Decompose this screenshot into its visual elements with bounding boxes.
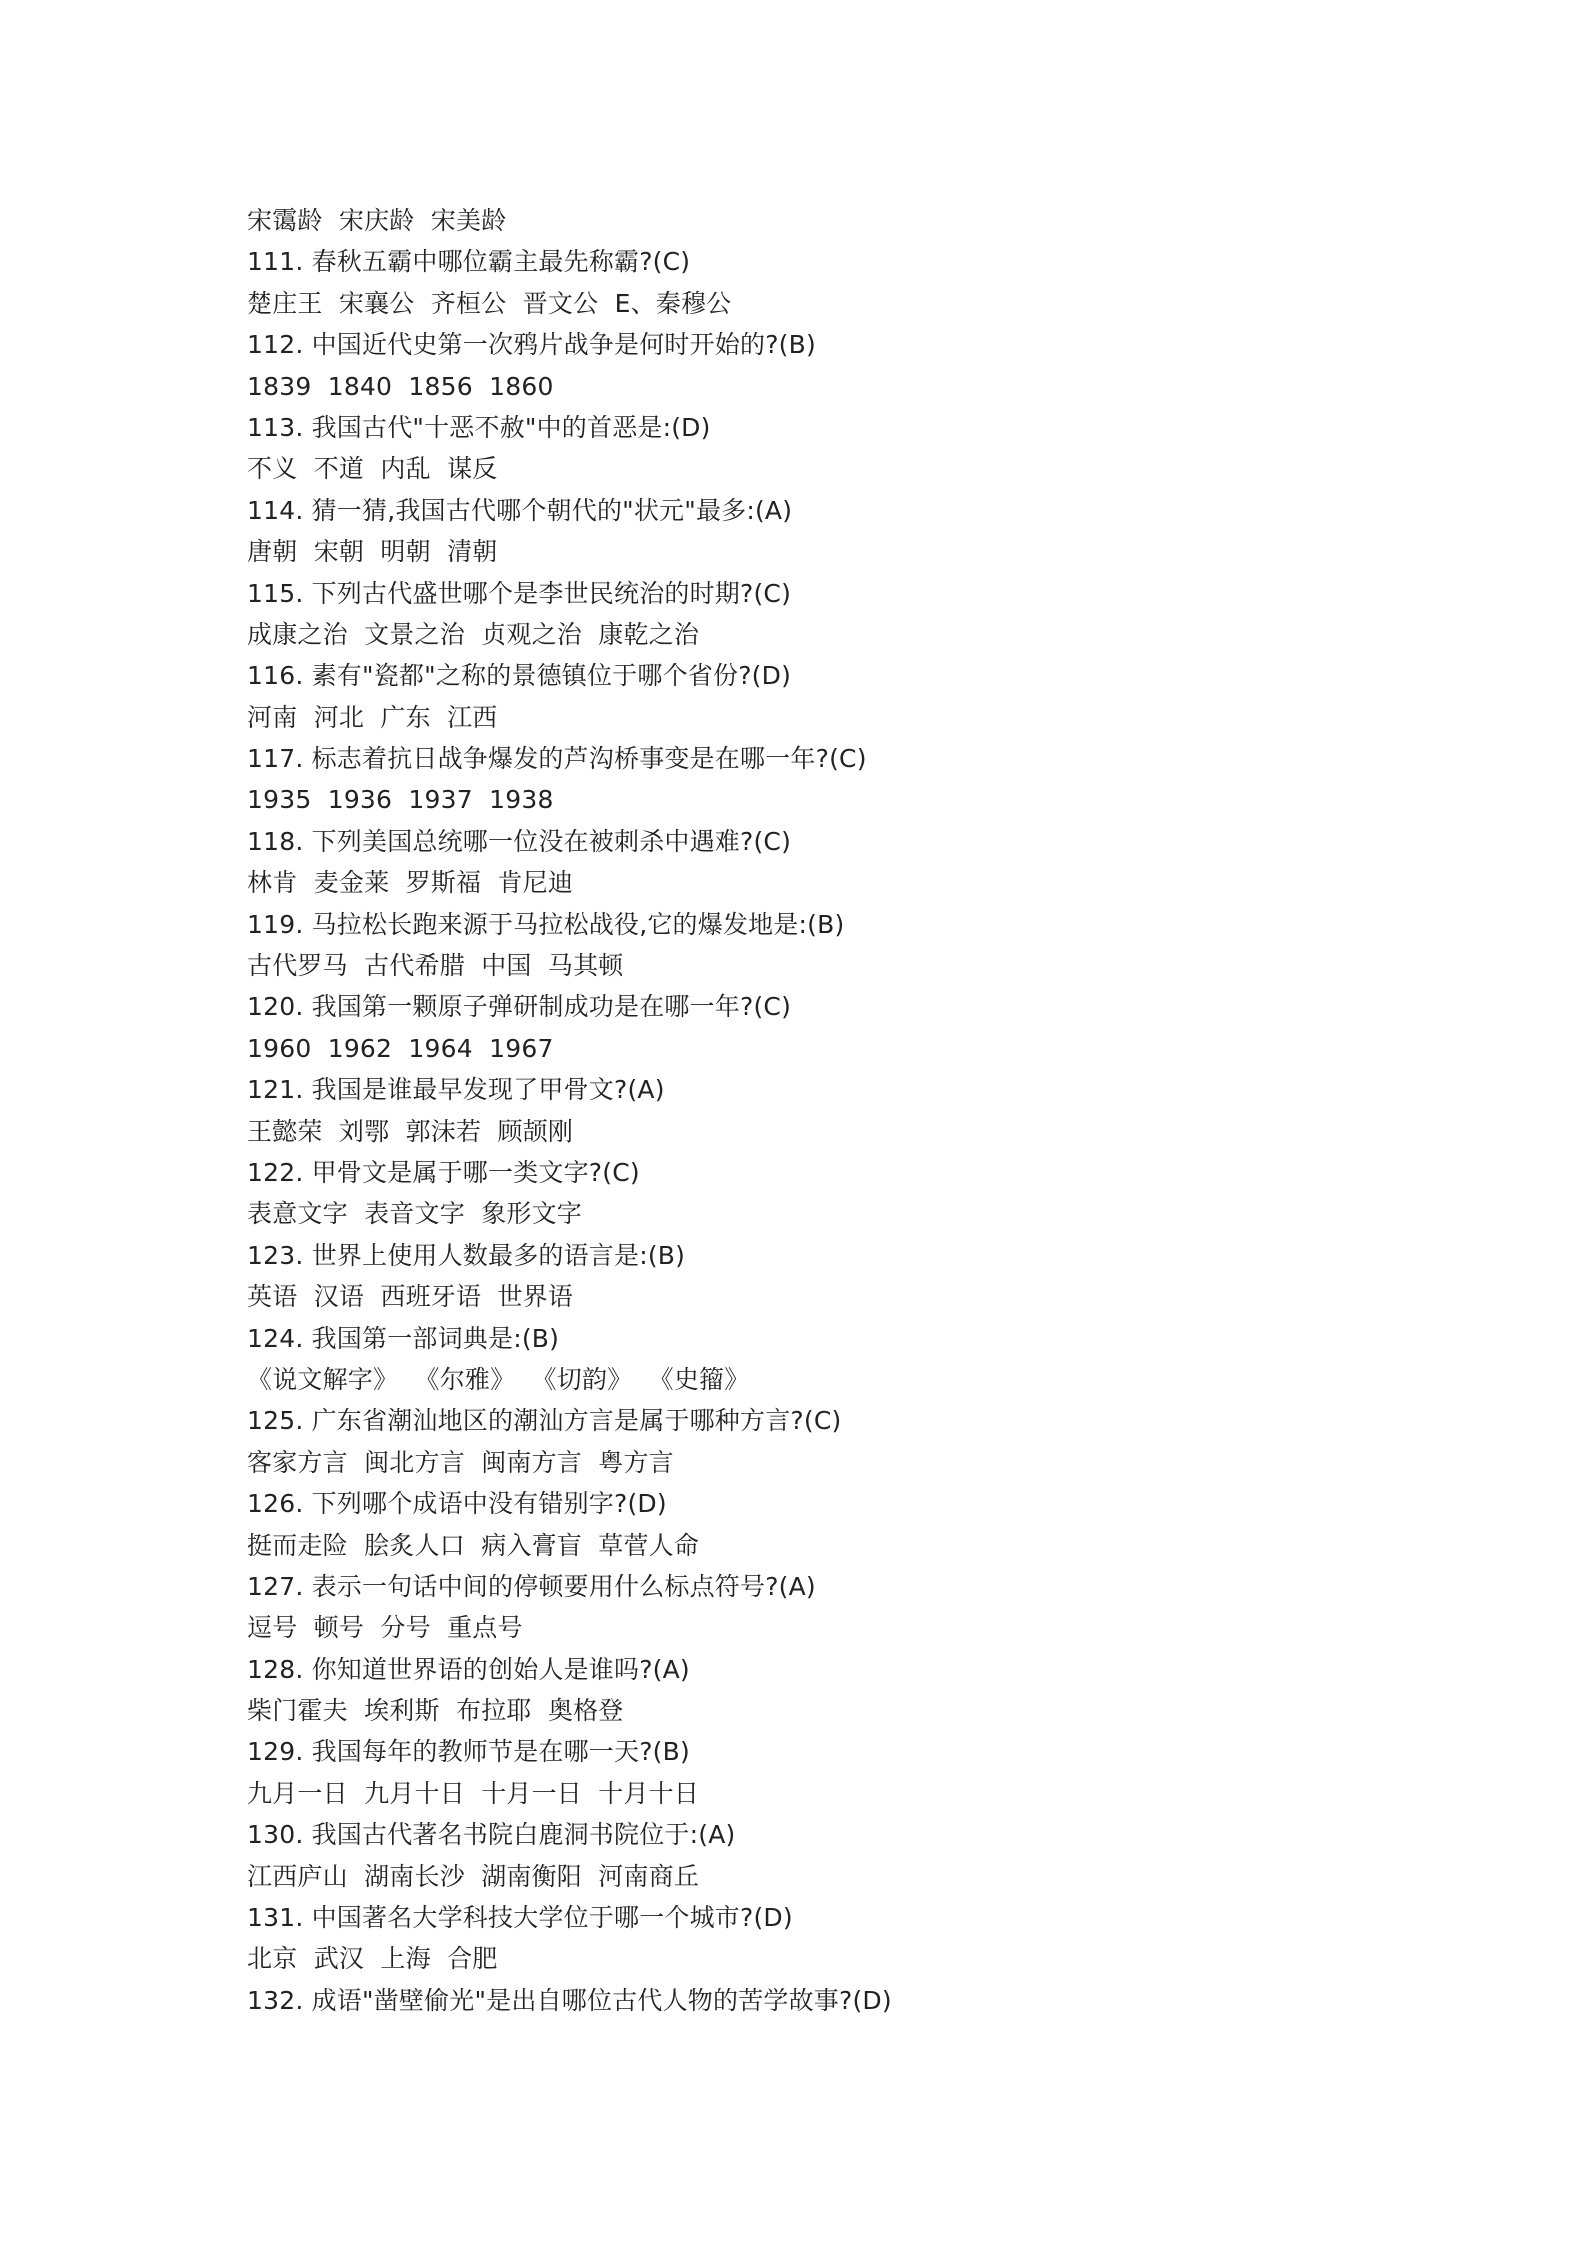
question-line: 127. 表示一句话中间的停顿要用什么标点符号?(A): [247, 1571, 816, 1601]
options-line: 古代罗马 古代希腊 中国 马其顿: [247, 951, 624, 981]
question-line: 112. 中国近代史第一次鸦片战争是何时开始的?(B): [247, 330, 816, 360]
options-line: 唐朝 宋朝 明朝 清朝: [247, 537, 498, 567]
question-line: 120. 我国第一颗原子弹研制成功是在哪一年?(C): [247, 992, 792, 1022]
question-line: 122. 甲骨文是属于哪一类文字?(C): [247, 1157, 640, 1187]
question-line: 113. 我国古代"十恶不赦"中的首恶是:(D): [247, 412, 711, 442]
question-line: 128. 你知道世界语的创始人是谁吗?(A): [247, 1654, 690, 1684]
question-line: 111. 春秋五霸中哪位霸主最先称霸?(C): [247, 247, 691, 277]
options-line: 不义 不道 内乱 谋反: [247, 454, 498, 484]
options-line: 楚庄王 宋襄公 齐桓公 晋文公 E、秦穆公: [247, 288, 732, 318]
options-line: 林肯 麦金莱 罗斯福 肯尼迪: [247, 868, 574, 898]
question-line: 124. 我国第一部词典是:(B): [247, 1323, 560, 1353]
options-line: 1839 1840 1856 1860: [247, 371, 554, 401]
question-line: 131. 中国著名大学科技大学位于哪一个城市?(D): [247, 1903, 793, 1933]
options-line: 宋霭龄 宋庆龄 宋美龄: [247, 206, 507, 235]
question-line: 119. 马拉松长跑来源于马拉松战役,它的爆发地是:(B): [247, 909, 845, 939]
question-line: 118. 下列美国总统哪一位没在被刺杀中遇难?(C): [247, 826, 792, 856]
options-line: 柴门霍夫 埃利斯 布拉耶 奥格登: [247, 1696, 624, 1726]
question-line: 117. 标志着抗日战争爆发的芦沟桥事变是在哪一年?(C): [247, 744, 867, 774]
options-line: 北京 武汉 上海 合肥: [247, 1944, 498, 1974]
question-line: 123. 世界上使用人数最多的语言是:(B): [247, 1240, 686, 1270]
question-line: 129. 我国每年的教师节是在哪一天?(B): [247, 1737, 690, 1767]
options-line: 逗号 顿号 分号 重点号: [247, 1613, 523, 1643]
options-line: 河南 河北 广东 江西: [247, 702, 498, 732]
options-line: 成康之治 文景之治 贞观之治 康乾之治: [247, 619, 700, 649]
question-line: 114. 猜一猜,我国古代哪个朝代的"状元"最多:(A): [247, 495, 793, 525]
options-line: 九月一日 九月十日 十月一日 十月十日: [247, 1778, 700, 1808]
question-line: 125. 广东省潮汕地区的潮汕方言是属于哪种方言?(C): [247, 1406, 842, 1436]
options-line: 王懿荣 刘鄂 郭沫若 顾颉刚: [247, 1116, 574, 1146]
options-line: 1935 1936 1937 1938: [247, 785, 554, 815]
options-line: 客家方言 闽北方言 闽南方言 粤方言: [247, 1447, 674, 1477]
question-line: 121. 我国是谁最早发现了甲骨文?(A): [247, 1075, 665, 1105]
options-line: 江西庐山 湖南长沙 湖南衡阳 河南商丘: [247, 1861, 700, 1891]
question-line: 126. 下列哪个成语中没有错别字?(D): [247, 1489, 667, 1519]
quiz-text-block: [247, 200, 1427, 2021]
options-line: 1960 1962 1964 1967: [247, 1033, 554, 1063]
options-line: 英语 汉语 西班牙语 世界语: [247, 1282, 574, 1312]
question-line: 115. 下列古代盛世哪个是李世民统治的时期?(C): [247, 578, 792, 608]
question-line: 130. 我国古代著名书院白鹿洞书院位于:(A): [247, 1820, 736, 1850]
options-line: 《说文解字》 《尔雅》 《切韵》 《史籀》: [247, 1364, 750, 1394]
options-line: 挺而走险 脍炙人口 病入膏盲 草菅人命: [247, 1530, 700, 1560]
question-line: 132. 成语"凿壁偷光"是出自哪位古代人物的苦学故事?(D): [247, 1985, 892, 2015]
question-line: 116. 素有"瓷都"之称的景德镇位于哪个省份?(D): [247, 661, 792, 691]
options-line: 表意文字 表音文字 象形文字: [247, 1199, 582, 1229]
